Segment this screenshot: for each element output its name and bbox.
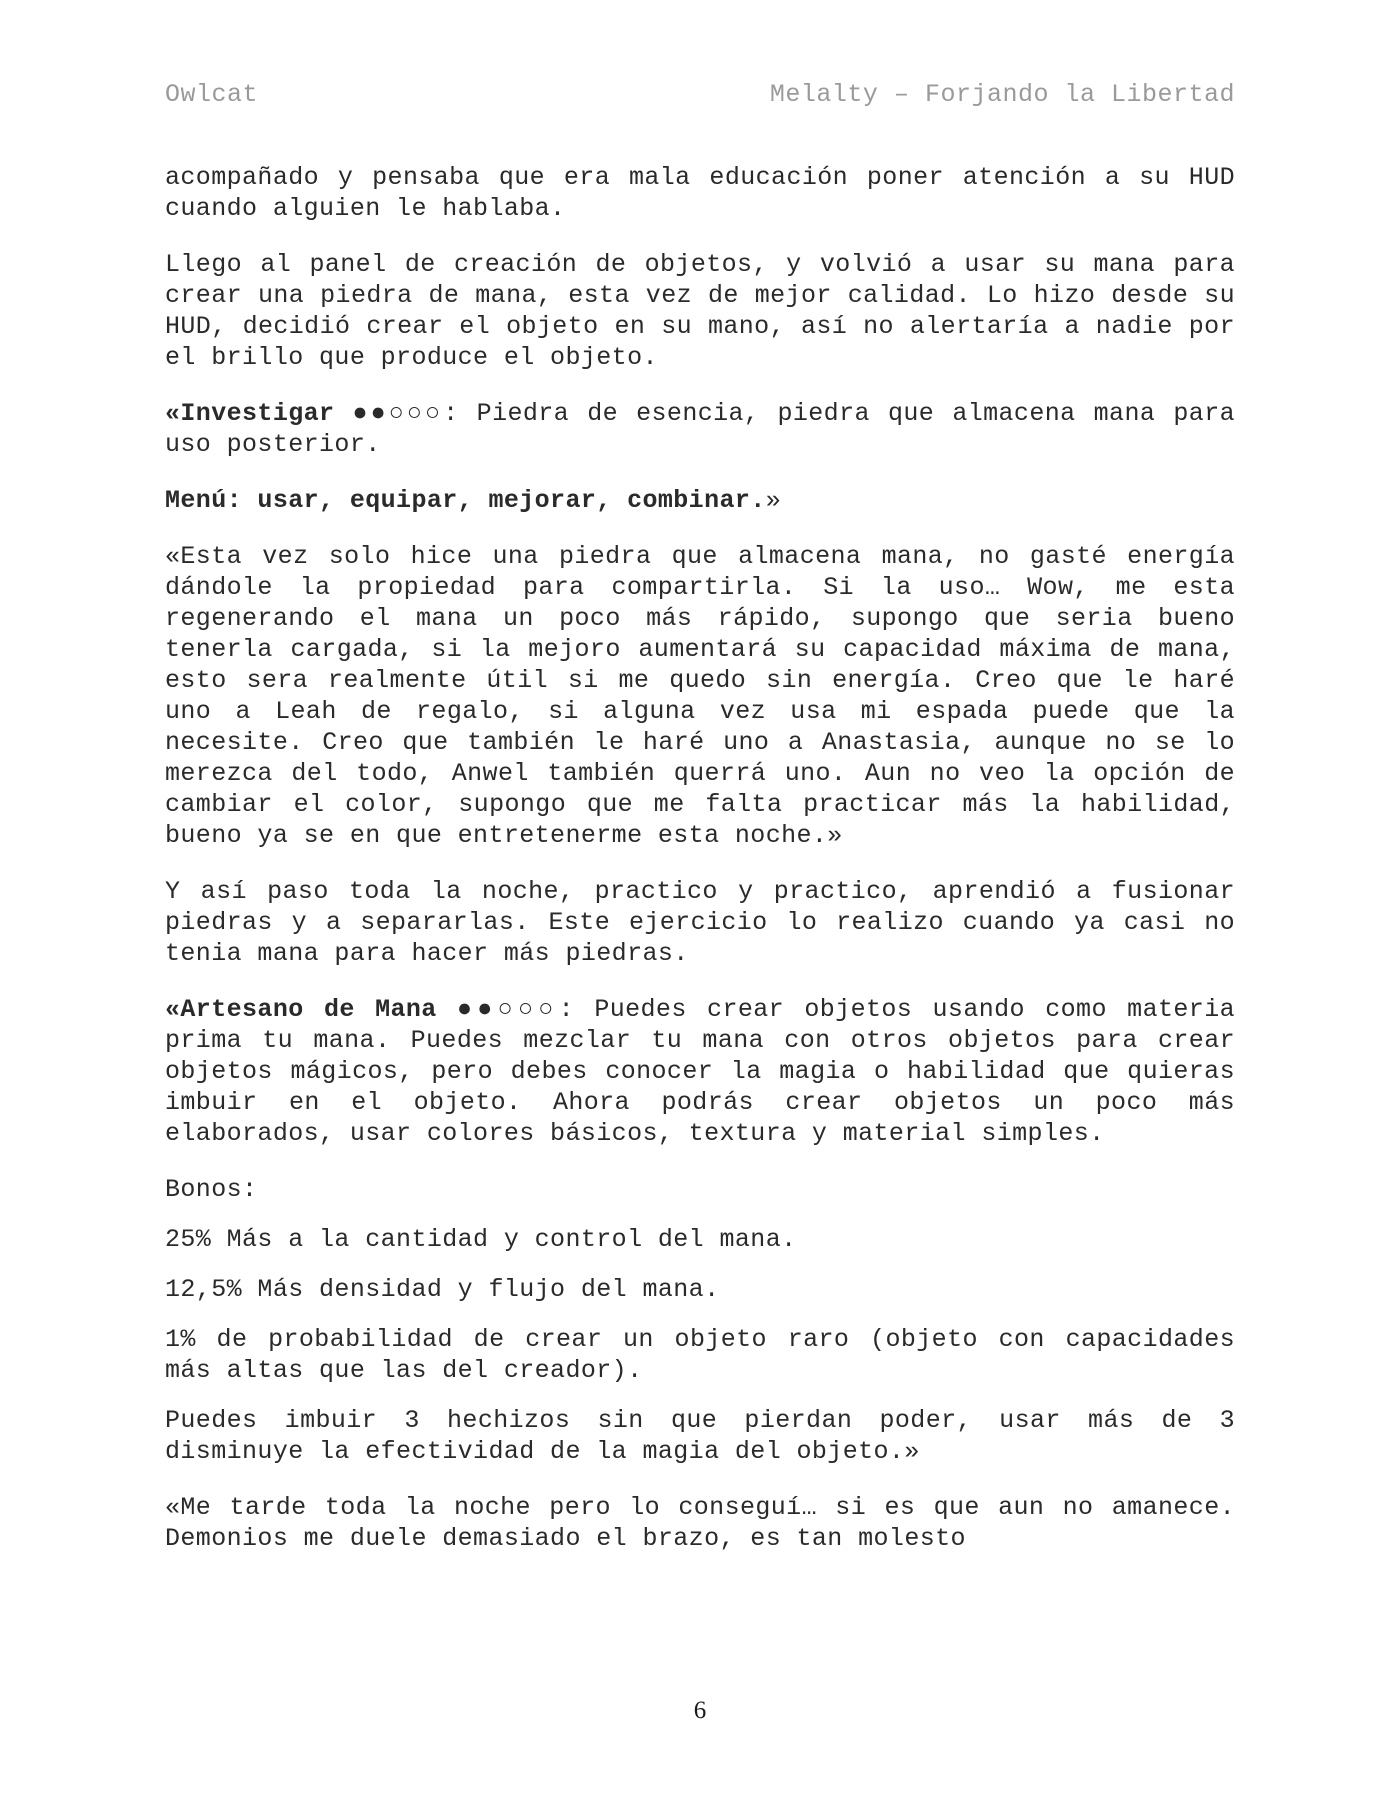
paragraph-investigar: «Investigar ●●○○○: Piedra de esencia, piedra que almacena mana para uso posterior. [165,399,1235,459]
page-header [165,80,1235,109]
paragraph: «Me tarde toda la noche pero lo conseguí… si es que aun no amanece. Demonios me duele demasiado el brazo, es tan molesto [165,1493,1235,1553]
paragraph-menu: Menú: usar, equipar, mejorar, combinar.» [165,486,782,515]
page-number: 6 [693,1697,707,1724]
paragraph-bonos: Bonos: [165,1175,258,1204]
paragraph: Y así paso toda la noche, practico y practico, aprendió a fusionar piedras y a separarlas. Este ejercicio lo realizo cuando ya casi no tenia mana para hacer más piedras. [165,877,1235,968]
header-title: Melalty – Forjando la Libertad [769,80,1235,109]
paragraph: «Esta vez solo hice una piedra que almacena mana, no gasté energía dándole la propiedad para compartirla. Si la uso… Wow, me esta regenerando el mana un poco más rápido, supongo que seria bueno tenerla cargada, si la mejoro aumentará su capacidad máxima de mana, esto sera realmente útil si me quedo sin energía. Creo que le haré uno a Leah de regalo, si alguna vez usa mi espada puede que la necesite. Creo que también le haré uno a Anastasia, aunque no se lo merezca del todo, Anwel también querrá uno. Aun no veo la opción de cambiar el color, supongo que me falta practicar más la habilidad, bueno ya se en que entretenerme esta noche.» [165,542,1235,850]
artesano-heading: «Artesano de Mana ●●○○○ [165,995,559,1024]
paragraph: Puedes imbuir 3 hechizos sin que pierdan poder, usar más de 3 disminuye la efectividad de la magia del objeto.» [165,1406,1235,1466]
paragraph-bono: 12,5% Más densidad y flujo del mana. [165,1275,720,1304]
paragraph: acompañado y pensaba que era mala educación poner atención a su HUD cuando alguien le hablaba. [165,163,1235,223]
header-author: Owlcat [165,80,259,109]
body-text [165,162,1235,1579]
paragraph-bono: 1% de probabilidad de crear un objeto raro (objeto con capacidades más altas que las del creador). [165,1325,1235,1385]
paragraph: Llego al panel de creación de objetos, y volvió a usar su mana para crear una piedra de mana, esta vez de mejor calidad. Lo hizo desde su HUD, decidió crear el objeto en su mano, así no alertaría a nadie por el brillo que produce el objeto. [165,250,1235,372]
menu-heading: Menú: usar, equipar, mejorar, combinar. [165,486,766,515]
investigar-heading: «Investigar ●●○○○ [165,399,444,428]
paragraph-bono: 25% Más a la cantidad y control del mana. [165,1225,797,1254]
paragraph-artesano: «Artesano de Mana ●●○○○: Puedes crear objetos usando como materia prima tu mana. Puedes mezclar tu mana con otros objetos para crear objetos mágicos, pero debes conocer la magia o habilidad que quieras imbuir en el objeto. Ahora podrás crear objetos un poco más elaborados, usar colores básicos, textura y material simples. [165,995,1235,1148]
